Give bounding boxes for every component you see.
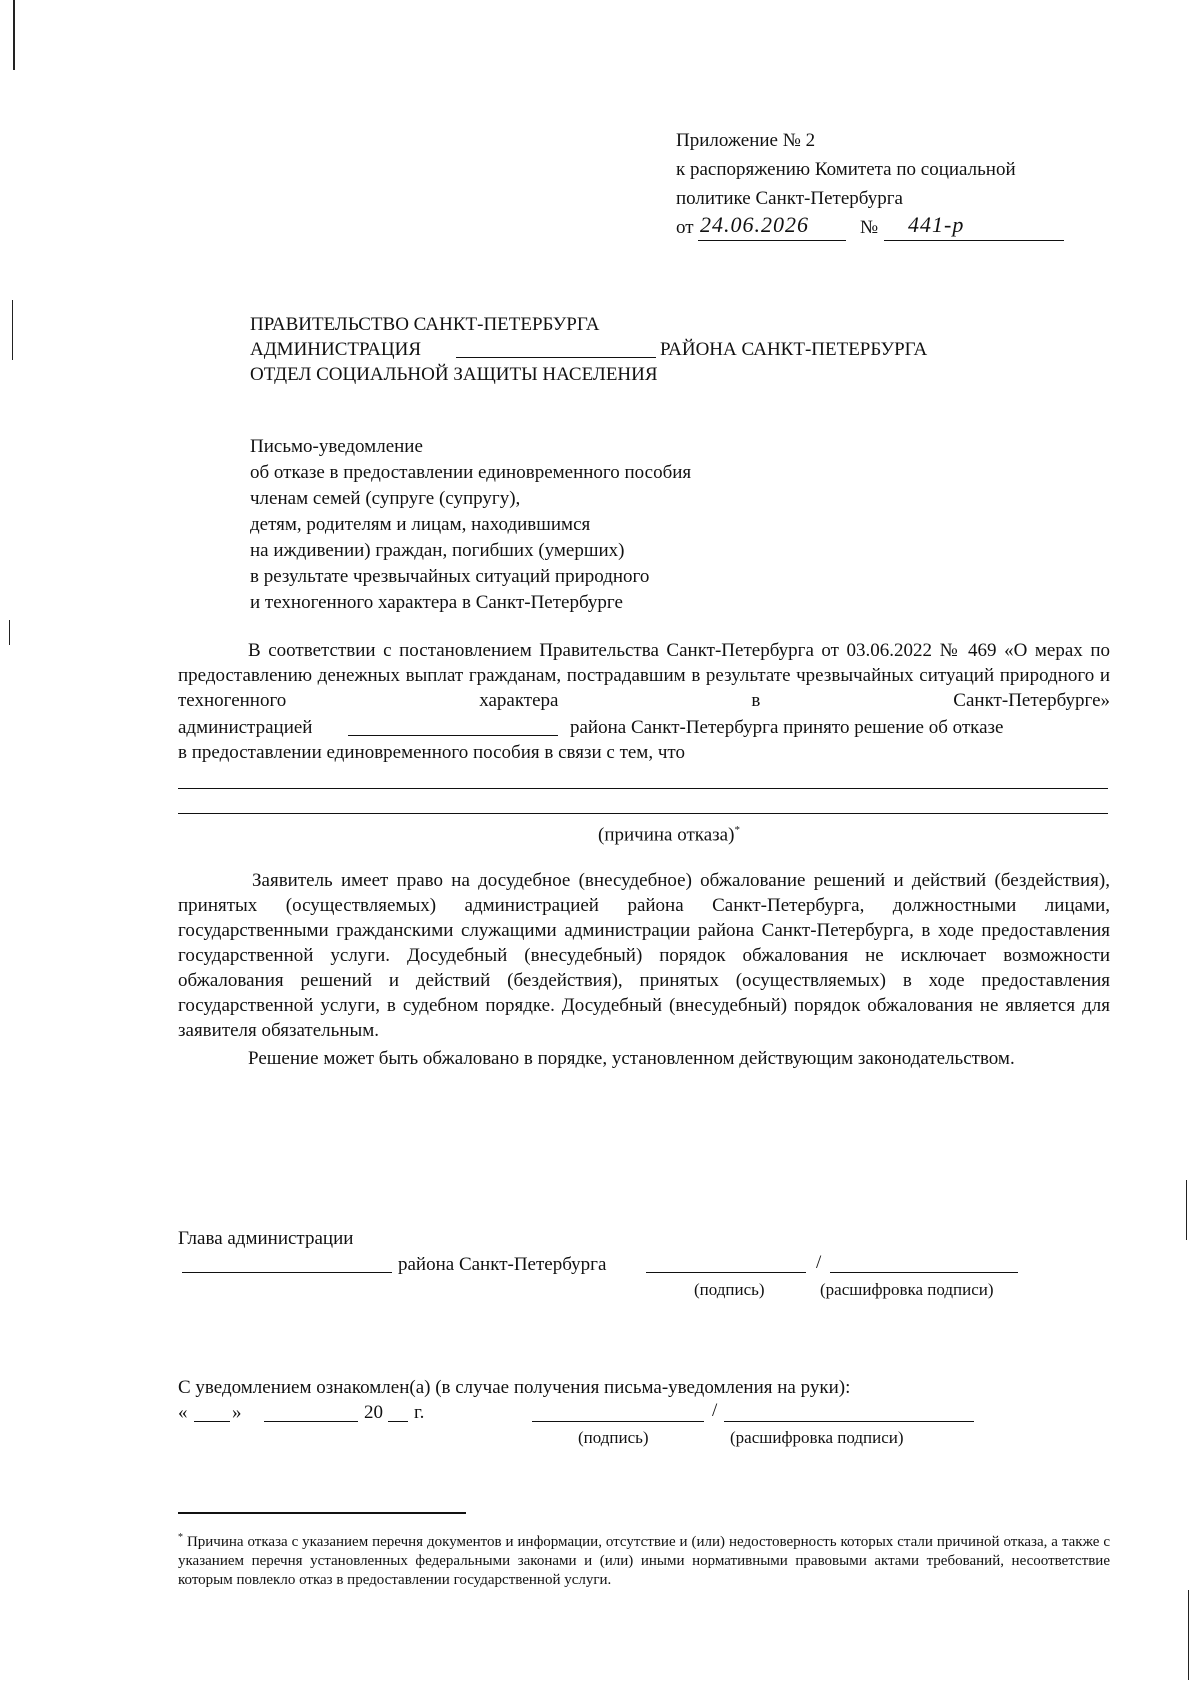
ack-decode-caption: (расшифровка подписи) — [730, 1428, 904, 1447]
ack-day-blank — [194, 1421, 230, 1422]
ack-year-prefix: 20 — [364, 1402, 383, 1423]
para1-last-line: в предоставлении единовременного пособия в связи с тем, что — [178, 742, 685, 763]
org-admin-suffix: РАЙОНА САНКТ-ПЕТЕРБУРГА — [660, 339, 928, 360]
appendix-date: 24.06.2026 — [700, 212, 809, 237]
letter-title-line: Письмо-уведомление — [250, 436, 423, 457]
org-department: ОТДЕЛ СОЦИАЛЬНОЙ ЗАЩИТЫ НАСЕЛЕНИЯ — [250, 364, 658, 385]
number-underline — [884, 240, 1064, 241]
ack-quote-close: » — [232, 1402, 242, 1423]
admin-district-blank — [456, 357, 656, 358]
body-paragraph-2: Заявитель имеет право на досудебное (внесудебное) обжалование решений и действий (бездействия), принятых (осуществляемых) администрацией района Санкт-Петербурга, должностными лицами, государственными гражданскими служащими администрации района Санкт-Петербурга, в ходе предоставления государственной услуги. Досудебный (внесудебный) порядок обжалования не исключает возможности обжалования решений и действий (бездействия), принятых (осуществляемых) в ходе предоставления государственной услуги, в судебном порядке. Досудебный (внесудебный) порядок обжалования не является для заявителя обязательным. — [178, 870, 1110, 1041]
ack-decode-blank — [724, 1421, 974, 1422]
signature-slash: / — [816, 1252, 822, 1273]
ack-slash: / — [712, 1400, 718, 1421]
appendix-order-number: 441-р — [908, 212, 965, 237]
reason-caption: (причина отказа)* — [598, 824, 740, 846]
signature-head-label: Глава администрации — [178, 1228, 354, 1249]
scan-edge-mark — [13, 0, 15, 70]
para1-admin-label: администрацией — [178, 717, 313, 738]
org-government: ПРАВИТЕЛЬСТВО САНКТ-ПЕТЕРБУРГА — [250, 314, 600, 335]
scan-edge-mark — [1188, 1590, 1189, 1680]
signature-district-blank — [182, 1272, 392, 1273]
letter-title-line: членам семей (супруге (супругу), — [250, 488, 521, 509]
reason-blank-line-1 — [178, 788, 1108, 789]
appendix-committee: политике Санкт-Петербурга — [676, 188, 903, 209]
body-paragraph-3: Решение может быть обжаловано в порядке, установленном действующим законодательством. — [248, 1048, 1015, 1069]
signature-decode-caption: (расшифровка подписи) — [820, 1280, 994, 1299]
scan-edge-mark — [1186, 1180, 1187, 1240]
para1-district-blank — [348, 735, 558, 736]
reason-blank-line-2 — [178, 813, 1108, 814]
scan-edge-mark — [9, 620, 10, 645]
ack-sign-caption: (подпись) — [578, 1428, 649, 1447]
appendix-order: к распоряжению Комитета по социальной — [676, 159, 1016, 180]
appendix-from-label: от — [676, 217, 694, 238]
ack-quote-open: « — [178, 1402, 188, 1423]
letter-title-line: на иждивении) граждан, погибших (умерших) — [250, 540, 625, 561]
para1-decision-text: района Санкт-Петербурга принято решение об отказе — [570, 717, 1004, 738]
letter-title-line: и техногенного характера в Санкт-Петербурге — [250, 592, 623, 613]
signature-district-label: района Санкт-Петербурга — [398, 1254, 607, 1275]
appendix-number: Приложение № 2 — [676, 130, 816, 151]
footnote-separator — [178, 1512, 466, 1514]
letter-title-line: детям, родителям и лицам, находившимся — [250, 514, 591, 535]
acknowledgement-text: С уведомлением ознакомлен(а) (в случае получения письма-уведомления на руки): — [178, 1377, 851, 1398]
body-paragraph-1: В соответствии с постановлением Правительства Санкт-Петербурга от 03.06.2022 № 469 «О мерах по предоставлению денежных выплат гражданам, пострадавшим в результате чрезвычайных ситуаций природного и техногенного характера в Санкт-Петербурге» — [178, 640, 1110, 711]
date-underline — [698, 240, 846, 241]
ack-month-blank — [264, 1421, 358, 1422]
appendix-number-label: № — [860, 217, 879, 238]
letter-title-line: в результате чрезвычайных ситуаций природного — [250, 566, 650, 587]
scan-edge-mark — [12, 300, 13, 360]
letter-title-line: об отказе в предоставлении единовременного пособия — [250, 462, 692, 483]
ack-year-blank — [388, 1421, 408, 1422]
signature-sign-blank — [646, 1272, 806, 1273]
signature-sign-caption: (подпись) — [694, 1280, 765, 1299]
ack-year-suffix: г. — [414, 1402, 425, 1423]
signature-decode-blank — [830, 1272, 1018, 1273]
footnote-text: * Причина отказа с указанием перечня документов и информации, отсутствие и (или) недостоверность которых стали причиной отказа, а также с указанием перечня установленных федеральными законами и (или) иными нормативными правовыми актами требований, несоответствие которым повлекло отказ в предоставлении государственной услуги. — [178, 1532, 1110, 1588]
ack-sign-blank — [532, 1421, 704, 1422]
org-admin-prefix: АДМИНИСТРАЦИЯ — [250, 339, 421, 360]
